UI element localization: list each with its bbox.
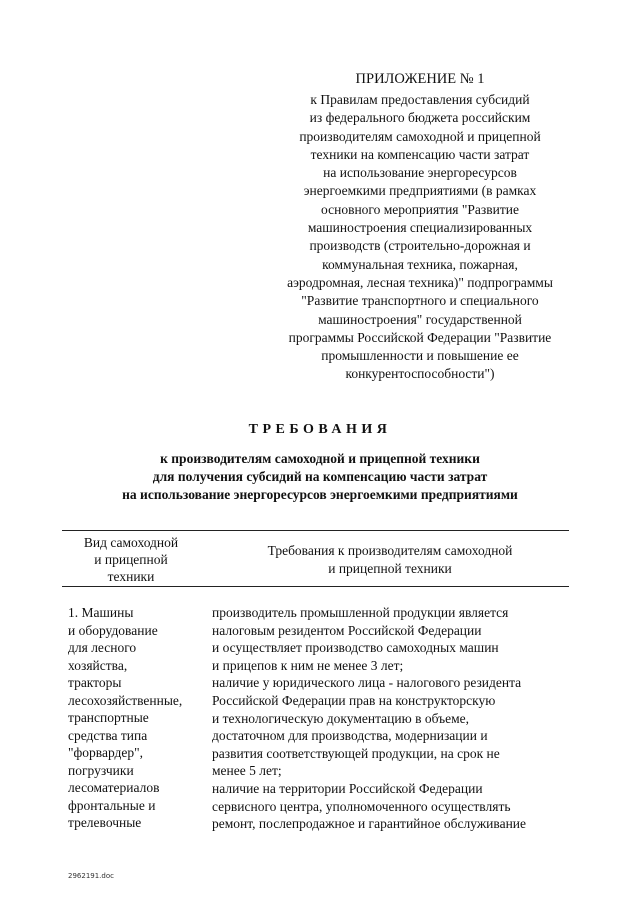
requirements-subtitle-line: для получения субсидий на компенсацию части затрат: [152, 469, 488, 484]
appendix-line: аэродромная, лесная техника)" подпрограммы: [287, 274, 553, 290]
cell-line: лесоматериалов: [68, 780, 160, 795]
cell-line: наличие на территории Российской Федерации: [212, 780, 483, 796]
appendix-line: машиностроения специализированных: [307, 220, 533, 236]
appendix-caption: [250, 91, 590, 384]
appendix-line: "Развитие транспортного и специального: [301, 293, 539, 309]
header-line: Требования к производителям самоходной: [267, 543, 513, 558]
cell-line: Российской Федерации прав на конструкторскую: [212, 692, 496, 708]
header-line: Вид самоходной: [83, 535, 179, 550]
appendix-line: на использование энергоресурсов: [323, 165, 517, 181]
table-cell-equipment-type: [68, 604, 218, 832]
appendix-line: из федерального бюджета российским: [309, 110, 531, 126]
requirements-heading: [70, 420, 570, 504]
appendix-line: основного мероприятия "Развитие: [321, 201, 519, 217]
appendix-line: производств (строительно-дорожная и: [309, 238, 531, 254]
cell-line: ремонт, послепродажное и гарантийное обслуживание: [212, 816, 527, 832]
cell-line: "форвардер",: [68, 745, 144, 760]
cell-line: фронтальные и: [68, 797, 156, 813]
document-file-id: 2962191.doc: [68, 872, 114, 880]
appendix-line: к Правилам предоставления субсидий: [310, 92, 530, 107]
cell-line: и прицепов к ним не менее 3 лет;: [212, 657, 404, 673]
cell-line: лесохозяйственные,: [68, 692, 183, 708]
cell-line: хозяйства,: [68, 657, 128, 673]
cell-line: средства типа: [68, 727, 148, 743]
cell-line: наличие у юридического лица - налогового резидента: [212, 675, 522, 691]
requirements-title: ТРЕБОВАНИЯ: [248, 422, 392, 437]
table-header-equipment-type: [62, 534, 200, 585]
header-line: и прицепной техники: [328, 561, 452, 576]
cell-line: налоговым резидентом Российской Федерации: [212, 622, 482, 638]
appendix-title: ПРИЛОЖЕНИЕ № 1: [355, 71, 485, 87]
header-line: и прицепной: [94, 552, 168, 567]
requirements-subtitle-line: на использование энергоресурсов энергоемкими предприятиями: [122, 487, 518, 502]
cell-line: развития соответствующей продукции, на срок не: [212, 745, 500, 761]
cell-line: менее 5 лет;: [212, 763, 282, 779]
table-cell-requirements: [212, 604, 572, 833]
cell-line: и оборудование: [68, 622, 158, 638]
appendix-line: коммунальная техника, пожарная,: [322, 256, 518, 272]
cell-line: погрузчики: [68, 762, 134, 778]
cell-line: транспортные: [68, 710, 149, 725]
table-top-rule: [62, 530, 569, 531]
cell-line: трелевочные: [68, 815, 142, 830]
cell-line: производитель промышленной продукции является: [212, 605, 509, 620]
appendix-line: программы Российской Федерации "Развитие: [288, 329, 552, 345]
cell-line: для лесного: [68, 640, 137, 655]
appendix-line: техники на компенсацию части затрат: [310, 146, 530, 162]
cell-line: сервисного центра, уполномоченного осуществлять: [212, 798, 511, 814]
cell-line: 1. Машины: [68, 605, 134, 620]
cell-line: тракторы: [68, 675, 122, 690]
table-header-rule: [62, 586, 569, 587]
requirements-subtitle-line: к производителям самоходной и прицепной техники: [160, 451, 480, 466]
appendix-line: конкурентоспособности"): [345, 366, 495, 382]
appendix-line: производителям самоходной и прицепной: [299, 128, 541, 144]
cell-line: и технологическую документацию в объеме,: [212, 710, 469, 726]
header-line: техники: [107, 569, 155, 584]
table-header-requirements: [210, 542, 570, 578]
appendix-line: энергоемкими предприятиями (в рамках: [303, 183, 537, 199]
appendix-line: машиностроения" государственной: [318, 311, 522, 327]
appendix-header: [250, 70, 590, 384]
cell-line: достаточном для производства, модернизации и: [212, 728, 488, 744]
appendix-line: промышленности и повышение ее: [321, 348, 519, 364]
cell-line: и осуществляет производство самоходных машин: [212, 640, 499, 656]
